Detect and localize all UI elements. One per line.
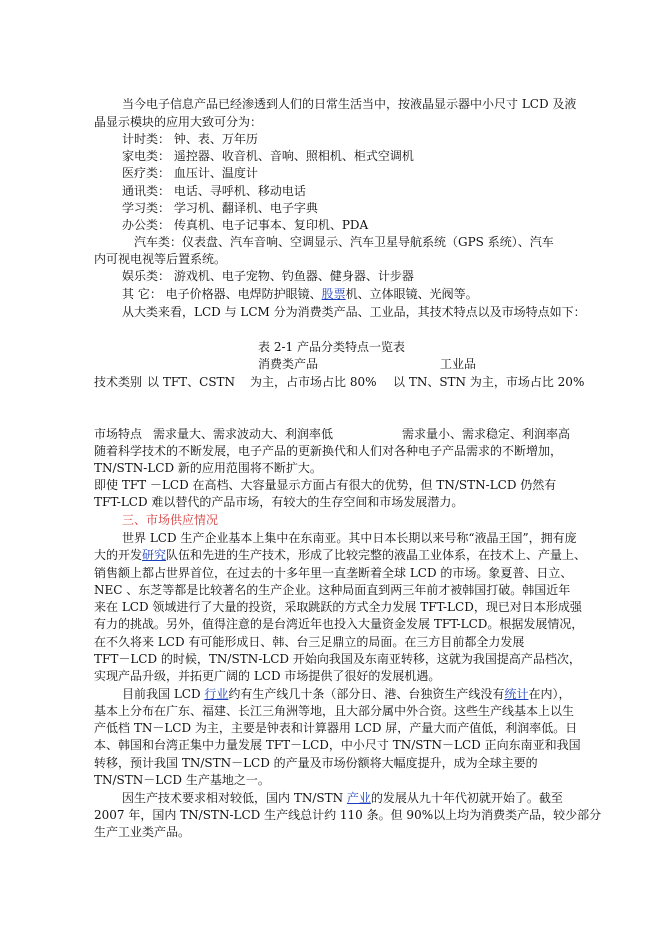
text-line: 有力的挑战。另外，值得注意的是台湾近年也投入大量资金发展 TFT-LCD。根据发展情况， — [94, 617, 584, 631]
text-line: 来在 LCD 领域进行了大量的投资，采取跳跃的方式全力发展 TFT-LCD，现已对日本形成强 — [94, 600, 582, 614]
text-line — [94, 547, 587, 564]
stock-link[interactable]: 股票 — [321, 287, 346, 301]
text-line: 当今电子信息产品已经渗透到人们的日常生活当中，按液晶显示器中小尺寸 LCD 及液 — [122, 97, 577, 111]
text-line: TFT-LCD 难以替代的产品市场，有较大的生存空间和市场发展潜力。 — [94, 495, 464, 509]
section-heading: 三、市场供应情况 — [122, 513, 219, 527]
list-item-medical: 医疗类： 血压计、温度计 — [122, 166, 258, 180]
text-line — [122, 686, 602, 703]
text-span: 约有生产线几十条（部分日、港、台独资生产线没有 — [228, 687, 505, 701]
list-item-timing: 计时类： 钟、表、万年历 — [122, 132, 258, 146]
table-cell-tech-consumer-share: 为主，占市场占比 80% — [250, 375, 377, 389]
text-line: TFT－LCD 的时候，TN/STN-LCD 开始向我国及东南亚转移，这就为我国提高产品档次， — [94, 652, 581, 666]
text-line: 基本上分布在广东、福建、长江三角洲等地，且大部分属中外合资。这些生产线基本上以生 — [94, 704, 575, 718]
text-span: 其 它： 电子价格器、电焊防护眼镜、 — [122, 287, 322, 301]
table-caption: 表 2-1 产品分类特点一览表 — [258, 340, 405, 354]
list-item-other — [122, 286, 602, 303]
text-span: 大的开发 — [94, 548, 143, 562]
table-cell-market-consumer: 需求量大、需求波动大、利润率低 — [153, 427, 334, 441]
text-line — [122, 790, 602, 807]
list-item-entertainment: 娱乐类： 游戏机、电子宠物、钓鱼器、健身器、计步器 — [122, 269, 414, 283]
table-cell-market-industrial: 需求量小、需求稳定、利润率高 — [402, 427, 571, 441]
table-header-consumer: 消费类产品 — [258, 357, 319, 371]
text-line: 转移，预计我国 TN/STN－LCD 的产量及市场份额将大幅度提升，成为全球主要的 — [94, 756, 538, 770]
text-line: 产低档 TN－LCD 为主，主要是钟表和计算器用 LCD 屏，产量大而产值低，利润率低。日 — [94, 721, 578, 735]
text-span: 目前我国 LCD — [122, 687, 205, 701]
text-line: 本、韩国和台湾正集中力量发展 TFT－LCD，中小尺寸 TN/STN－LCD 正向东南亚和我国 — [94, 738, 581, 752]
table-cell-tech-industrial: 以 TN、STN 为主，市场占比 20% — [393, 375, 585, 389]
text-line: 即使 TFT －LCD 在高档、大容量显示方面占有很大的优势，但 TN/STN-LCD 仍然有 — [94, 478, 557, 492]
table-row-label-tech: 技术类别 — [94, 375, 143, 389]
text-line: 实现产品升级，并拓更广阔的 LCD 市场提供了很好的发展机遇。 — [94, 669, 441, 683]
industry-link[interactable]: 产业 — [346, 791, 371, 805]
text-span: 在内）， — [528, 687, 571, 701]
table-row-label-market: 市场特点 — [94, 427, 143, 441]
list-item-auto: 汽车类：仪表盘、汽车音响、空调显示、汽车卫星导航系统（GPS 系统）、汽车 — [134, 235, 554, 249]
text-line: 世界 LCD 生产企业基本上集中在东南亚。其中日本长期以来号称“液晶王国”，拥有庞 — [122, 531, 577, 545]
text-line: TN/STN－LCD 生产基地之一。 — [94, 773, 270, 787]
table-header-industrial: 工业品 — [440, 357, 477, 371]
text-line: TN/STN-LCD 新的应用范围将不断扩大。 — [94, 461, 322, 475]
text-line: 2007 年，国内 TN/STN-LCD 生产线总计约 110 条。但 90%以上均为消费类产品，较少部分 — [94, 808, 602, 822]
statistics-link[interactable]: 统计 — [504, 687, 529, 701]
list-item-study: 学习类： 学习机、翻译机、电子字典 — [122, 201, 318, 215]
text-span: 的发展从九十年代初就开始了。截至 — [370, 791, 563, 805]
text-line: 在不久将来 LCD 有可能形成日、韩、台三足鼎立的局面。在三方目前都全力发展 — [94, 635, 525, 649]
list-item-telecom: 通讯类： 电话、寻呼机、移动电话 — [122, 184, 306, 198]
table-cell-tech-consumer: 以 TFT、CSTN — [147, 375, 236, 389]
industry-link[interactable]: 行业 — [204, 687, 229, 701]
text-line: 销售额上都占世界首位，在过去的十多年里一直垄断着全球 LCD 的市场。象夏普、日立、 — [94, 566, 573, 580]
text-span: 因生产技术要求相对较低，国内 TN/STN — [122, 791, 347, 805]
list-item-auto-cont: 内可视电视等后置系统。 — [94, 252, 227, 266]
text-span: 机、立体眼镜、光阀等。 — [345, 287, 478, 301]
text-line: 晶显示模块的应用大致可分为： — [94, 115, 263, 129]
text-line: 随着科学技术的不断发展，电子产品的更新换代和人们对各种电子产品需求的不断增加， — [94, 444, 563, 458]
list-item-office: 办公类： 传真机、电子记事本、复印机、PDA — [122, 218, 369, 232]
list-item-appliance: 家电类： 遥控器、收音机、音响、照相机、柜式空调机 — [122, 149, 414, 163]
research-link[interactable]: 研究 — [142, 548, 167, 562]
text-line: 生产工业类产品。 — [94, 825, 191, 839]
text-line: NEC 、东芝等都是比较著名的生产企业。这种局面直到两三年前才被韩国打破。韩国近年 — [94, 583, 571, 597]
text-span: 队伍和先进的生产技术，形成了比较完整的液晶工业体系，在技术上、产量上、 — [166, 548, 587, 562]
paragraph-classification: 从大类来看，LCD 与 LCM 分为消费类产品、工业品，其技术特点以及市场特点如下： — [122, 305, 586, 319]
